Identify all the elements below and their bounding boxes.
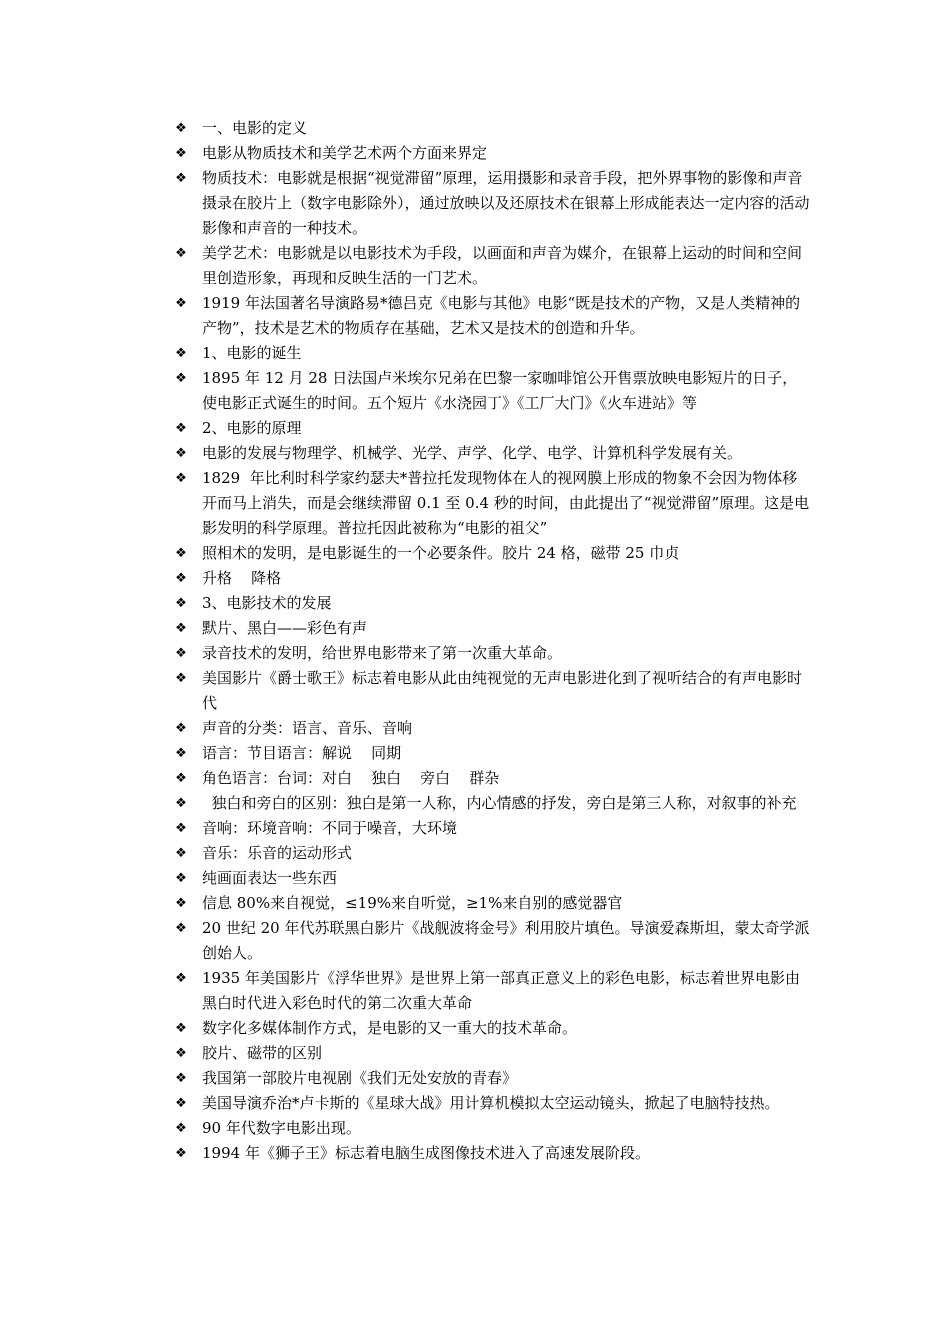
list-item-text: 20 世纪 20 年代苏联黑白影片《战舰波将金号》利用胶片填色。导演爱森斯坦，蒙太奇学派创始人。	[202, 919, 810, 962]
list-item-text: 独白和旁白的区别：独白是第一人称，内心情感的抒发，旁白是第三人称，对叙事的补充	[202, 794, 797, 812]
list-item-text: 语言：节目语言：解说 同期	[202, 744, 402, 762]
list-item-text: 音响：环境音响：不同于噪音，大环境	[202, 819, 458, 837]
list-item	[172, 566, 812, 591]
list-item-text: 1994 年《狮子王》标志着电脑生成图像技术进入了高速发展阶段。	[202, 1144, 650, 1162]
list-item	[172, 666, 812, 716]
diamond-bullet-icon: ❖	[175, 671, 187, 686]
list-item-text: 90 年代数字电影出现。	[202, 1119, 361, 1137]
list-item	[172, 1116, 812, 1141]
list-item	[172, 241, 812, 291]
list-item-text: 角色语言：台词：对白 独白 旁白 群杂	[202, 769, 500, 787]
list-item-text: 录音技术的发明，给世界电影带来了第一次重大革命。	[202, 644, 563, 662]
list-item	[172, 1016, 812, 1041]
list-item	[172, 641, 812, 666]
list-item	[172, 616, 812, 641]
list-item	[172, 441, 812, 466]
diamond-bullet-icon: ❖	[175, 421, 187, 436]
diamond-bullet-icon: ❖	[175, 846, 187, 861]
diamond-bullet-icon: ❖	[175, 246, 187, 261]
diamond-bullet-icon: ❖	[175, 621, 187, 636]
diamond-bullet-icon: ❖	[175, 771, 187, 786]
list-item-text: 美国导演乔治*卢卡斯的《星球大战》用计算机模拟太空运动镜头，掀起了电脑特技热。	[202, 1094, 780, 1112]
list-item-text: 音乐：乐音的运动形式	[202, 844, 353, 862]
list-item-text: 照相术的发明，是电影诞生的一个必要条件。胶片 24 格，磁带 25 巾贞	[202, 544, 680, 562]
list-item-text: 美国影片《爵士歌王》标志着电影从此由纯视觉的无声电影进化到了视听结合的有声电影时代	[202, 669, 803, 712]
bullet-list	[172, 116, 812, 1166]
list-item-text: 默片、黑白——彩色有声	[202, 619, 368, 637]
diamond-bullet-icon: ❖	[175, 596, 187, 611]
diamond-bullet-icon: ❖	[175, 1046, 187, 1061]
diamond-bullet-icon: ❖	[175, 146, 187, 161]
diamond-bullet-icon: ❖	[175, 896, 187, 911]
list-item-text: 数字化多媒体制作方式，是电影的又一重大的技术革命。	[202, 1019, 578, 1037]
list-item	[172, 466, 812, 541]
list-item	[172, 116, 812, 141]
list-item	[172, 166, 812, 241]
diamond-bullet-icon: ❖	[175, 746, 187, 761]
list-item	[172, 366, 812, 416]
diamond-bullet-icon: ❖	[175, 121, 187, 136]
list-item	[172, 891, 812, 916]
diamond-bullet-icon: ❖	[175, 646, 187, 661]
list-item-text: 1919 年法国著名导演路易*德吕克《电影与其他》电影“既是技术的产物，又是人类精神的产物”，技术是艺术的物质存在基础，艺术又是技术的创造和升华。	[202, 294, 801, 337]
list-item-text: 1829 年比利时科学家约瑟夫*普拉托发现物体在人的视网膜上形成的物象不会因为物体移开而马上消失，而是会继续滞留 0.1 至 0.4 秒的时间，由此提出了“视觉滞留”原理。这是电影发明的科学原理。普拉托因此被称为“电影的祖父”	[202, 469, 810, 537]
list-item-text: 我国第一部胶片电视剧《我们无处安放的青春》	[202, 1069, 518, 1087]
list-item-text: 1935 年美国影片《浮华世界》是世界上第一部真正意义上的彩色电影，标志着世界电影由黑白时代进入彩色时代的第二次重大革命	[202, 969, 800, 1012]
diamond-bullet-icon: ❖	[175, 921, 187, 936]
list-item-text: 电影从物质技术和美学艺术两个方面来界定	[202, 144, 488, 162]
diamond-bullet-icon: ❖	[175, 371, 187, 386]
list-item	[172, 766, 812, 791]
diamond-bullet-icon: ❖	[175, 1146, 187, 1161]
list-item	[172, 966, 812, 1016]
list-item-text: 纯画面表达一些东西	[202, 869, 338, 887]
diamond-bullet-icon: ❖	[175, 446, 187, 461]
list-item-text: 电影的发展与物理学、机械学、光学、声学、化学、电学、计算机科学发展有关。	[202, 444, 743, 462]
list-item-text: 物质技术：电影就是根据“视觉滞留”原理，运用摄影和录音手段，把外界事物的影像和声音摄录在胶片上（数字电影除外），通过放映以及还原技术在银幕上形成能表达一定内容的活动影像和声音的一种技术。	[202, 169, 810, 237]
list-item	[172, 916, 812, 966]
diamond-bullet-icon: ❖	[175, 1121, 187, 1136]
diamond-bullet-icon: ❖	[175, 171, 187, 186]
list-item-text: 胶片、磁带的区别	[202, 1044, 323, 1062]
list-item-text: 声音的分类：语言、音乐、音响	[202, 719, 413, 737]
list-item-text: 一、电影的定义	[202, 119, 308, 137]
diamond-bullet-icon: ❖	[175, 471, 187, 486]
list-item-text: 1895 年 12 月 28 日法国卢米埃尔兄弟在巴黎一家咖啡馆公开售票放映电影短片的日子，使电影正式诞生的时间。五个短片《水浇园丁》《工厂大门》《火车进站》等	[202, 369, 798, 412]
list-item	[172, 791, 812, 816]
list-item	[172, 1066, 812, 1091]
diamond-bullet-icon: ❖	[175, 821, 187, 836]
diamond-bullet-icon: ❖	[175, 871, 187, 886]
list-item-text: 信息 80%来自视觉，≤19%来自听觉，≥1%来自别的感觉器官	[202, 894, 623, 912]
diamond-bullet-icon: ❖	[175, 296, 187, 311]
list-item	[172, 1041, 812, 1066]
list-item	[172, 1141, 812, 1166]
diamond-bullet-icon: ❖	[175, 971, 187, 986]
list-item-text: 3、电影技术的发展	[202, 594, 332, 612]
diamond-bullet-icon: ❖	[175, 571, 187, 586]
list-item	[172, 341, 812, 366]
list-item	[172, 591, 812, 616]
diamond-bullet-icon: ❖	[175, 1071, 187, 1086]
diamond-bullet-icon: ❖	[175, 721, 187, 736]
diamond-bullet-icon: ❖	[175, 796, 187, 811]
list-item	[172, 416, 812, 441]
list-item-text: 1、电影的诞生	[202, 344, 302, 362]
list-item-text: 升格 降格	[202, 569, 282, 587]
diamond-bullet-icon: ❖	[175, 1021, 187, 1036]
list-item	[172, 716, 812, 741]
list-item	[172, 291, 812, 341]
list-item	[172, 816, 812, 841]
diamond-bullet-icon: ❖	[175, 1096, 187, 1111]
list-item	[172, 141, 812, 166]
diamond-bullet-icon: ❖	[175, 546, 187, 561]
diamond-bullet-icon: ❖	[175, 346, 187, 361]
list-item	[172, 1091, 812, 1116]
list-item	[172, 866, 812, 891]
list-item	[172, 541, 812, 566]
list-item	[172, 841, 812, 866]
list-item	[172, 741, 812, 766]
list-item-text: 2、电影的原理	[202, 419, 302, 437]
list-item-text: 美学艺术：电影就是以电影技术为手段，以画面和声音为媒介，在银幕上运动的时间和空间里创造形象，再现和反映生活的一门艺术。	[202, 244, 803, 287]
